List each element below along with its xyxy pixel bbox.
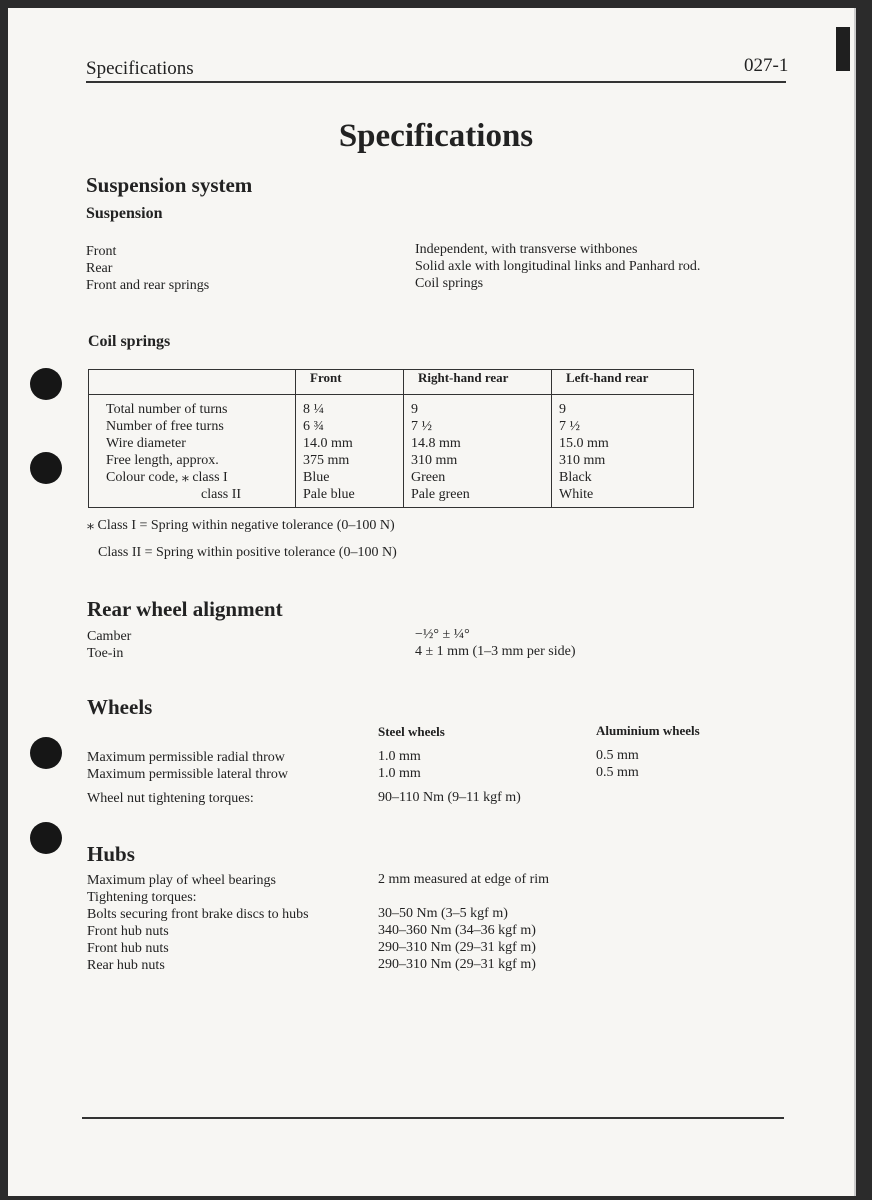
table-cell: Black [559, 470, 592, 485]
alignment-value: 4 ± 1 mm (1–3 mm per side) [415, 644, 576, 659]
hub-value: 290–310 Nm (29–31 kgf m) [378, 940, 536, 955]
running-header: Specifications [86, 58, 194, 79]
table-header-cell: Left-hand rear [552, 370, 694, 395]
wheels-heading: Wheels [87, 695, 153, 719]
suspension-subheading: Suspension [86, 205, 163, 222]
table-cell: 14.8 mm [411, 436, 461, 451]
alignment-label: Toe-in [87, 646, 124, 661]
hub-labels [87, 872, 309, 974]
hub-label: Rear hub nuts [87, 958, 165, 973]
hub-value: 340–360 Nm (34–36 kgf m) [378, 923, 536, 938]
suspension-label: Front and rear springs [86, 278, 210, 293]
left-rear-values-cell [552, 395, 694, 508]
hub-label: Front hub nuts [87, 924, 169, 939]
table-header-row [89, 370, 694, 395]
table-cell: Pale blue [303, 487, 355, 502]
table-cell: 7 ½ [559, 419, 580, 434]
alignment-values [415, 626, 576, 660]
table-cell: White [559, 487, 594, 502]
right-rear-values-cell [404, 395, 552, 508]
alignment-value: −½° ± ¼° [415, 627, 470, 642]
suspension-label: Rear [86, 261, 113, 276]
table-header-cell: Right-hand rear [404, 370, 552, 395]
rear-wheel-alignment-heading: Rear wheel alignment [87, 597, 283, 621]
binder-hole [30, 822, 62, 854]
suspension-system-heading: Suspension system [86, 173, 253, 197]
steel-wheels-column-header: Steel wheels [378, 724, 445, 739]
hub-label: Bolts securing front brake discs to hubs [87, 907, 309, 922]
aluminium-value: 0.5 mm [596, 765, 639, 780]
suspension-value: Independent, with transverse withbones [415, 242, 638, 257]
binder-hole [30, 737, 62, 769]
hubs-heading: Hubs [87, 842, 135, 866]
table-cell: 9 [559, 402, 566, 417]
table-cell: Green [411, 470, 446, 485]
table-header-cell: Front [296, 370, 404, 395]
suspension-values [415, 241, 700, 292]
alignment-labels [87, 628, 131, 662]
footer-rule [82, 1117, 784, 1119]
steel-wheel-values [378, 748, 421, 782]
table-cell: 375 mm [303, 453, 350, 468]
hub-value: 30–50 Nm (3–5 kgf m) [378, 906, 508, 921]
page-number: 027-1 [744, 55, 789, 76]
binder-hole [30, 452, 62, 484]
table-cell: Blue [303, 470, 330, 485]
class-footnote: Class II = Spring within positive tolerance (0–100 N) [98, 545, 397, 560]
wheel-label: Maximum permissible lateral throw [87, 767, 289, 782]
hub-values [378, 871, 549, 973]
header-rule [86, 81, 786, 83]
table-cell: 8 ¼ [303, 402, 324, 417]
steel-value: 1.0 mm [378, 766, 421, 781]
suspension-value: Solid axle with longitudinal links and Panhard rod. [415, 259, 701, 274]
table-cell: 15.0 mm [559, 436, 609, 451]
hub-value: 290–310 Nm (29–31 kgf m) [378, 957, 536, 972]
table-cell: 310 mm [559, 453, 606, 468]
wheel-label: Maximum permissible radial throw [87, 750, 285, 765]
aluminium-wheel-values [596, 747, 639, 781]
wheel-nut-torque-label: Wheel nut tightening torques: [87, 791, 254, 806]
table-cell: 7 ½ [411, 419, 432, 434]
row-label: Wire diameter [106, 436, 186, 451]
suspension-labels [86, 243, 209, 294]
alignment-label: Camber [87, 629, 132, 644]
hub-label: Front hub nuts [87, 941, 169, 956]
wheel-nut-torque-value: 90–110 Nm (9–11 kgf m) [378, 790, 521, 805]
table-row [89, 395, 694, 508]
row-label: Colour code, ⁎ class I [106, 470, 228, 485]
hub-value: 2 mm measured at edge of rim [378, 872, 550, 887]
binder-hole [30, 368, 62, 400]
index-tab [836, 27, 850, 71]
table-cell: 14.0 mm [303, 436, 353, 451]
row-labels-cell [89, 395, 296, 508]
front-values-cell [296, 395, 404, 508]
wheel-throw-labels [87, 749, 288, 783]
coil-springs-table [88, 369, 694, 508]
row-label: Free length, approx. [106, 453, 219, 468]
suspension-label: Front [86, 244, 117, 259]
page-title: Specifications [338, 118, 534, 154]
aluminium-value: 0.5 mm [596, 748, 639, 763]
row-label: Number of free turns [106, 419, 224, 434]
row-label: class II [201, 487, 242, 502]
table-cell: 6 ¾ [303, 419, 324, 434]
coil-springs-heading: Coil springs [88, 333, 171, 350]
suspension-value: Coil springs [415, 276, 484, 291]
hub-value [378, 888, 549, 905]
aluminium-wheels-column-header: Aluminium wheels [596, 723, 700, 738]
row-label: Total number of turns [106, 402, 228, 417]
table-cell: 9 [411, 402, 418, 417]
table-cell: 310 mm [411, 453, 458, 468]
table-header-cell [89, 370, 296, 395]
class-footnote: ⁎ Class I = Spring within negative tolerance (0–100 N) [87, 518, 395, 533]
hub-label: Maximum play of wheel bearings [87, 873, 276, 888]
steel-value: 1.0 mm [378, 749, 421, 764]
table-cell: Pale green [411, 487, 470, 502]
hub-label: Tightening torques: [87, 890, 197, 905]
